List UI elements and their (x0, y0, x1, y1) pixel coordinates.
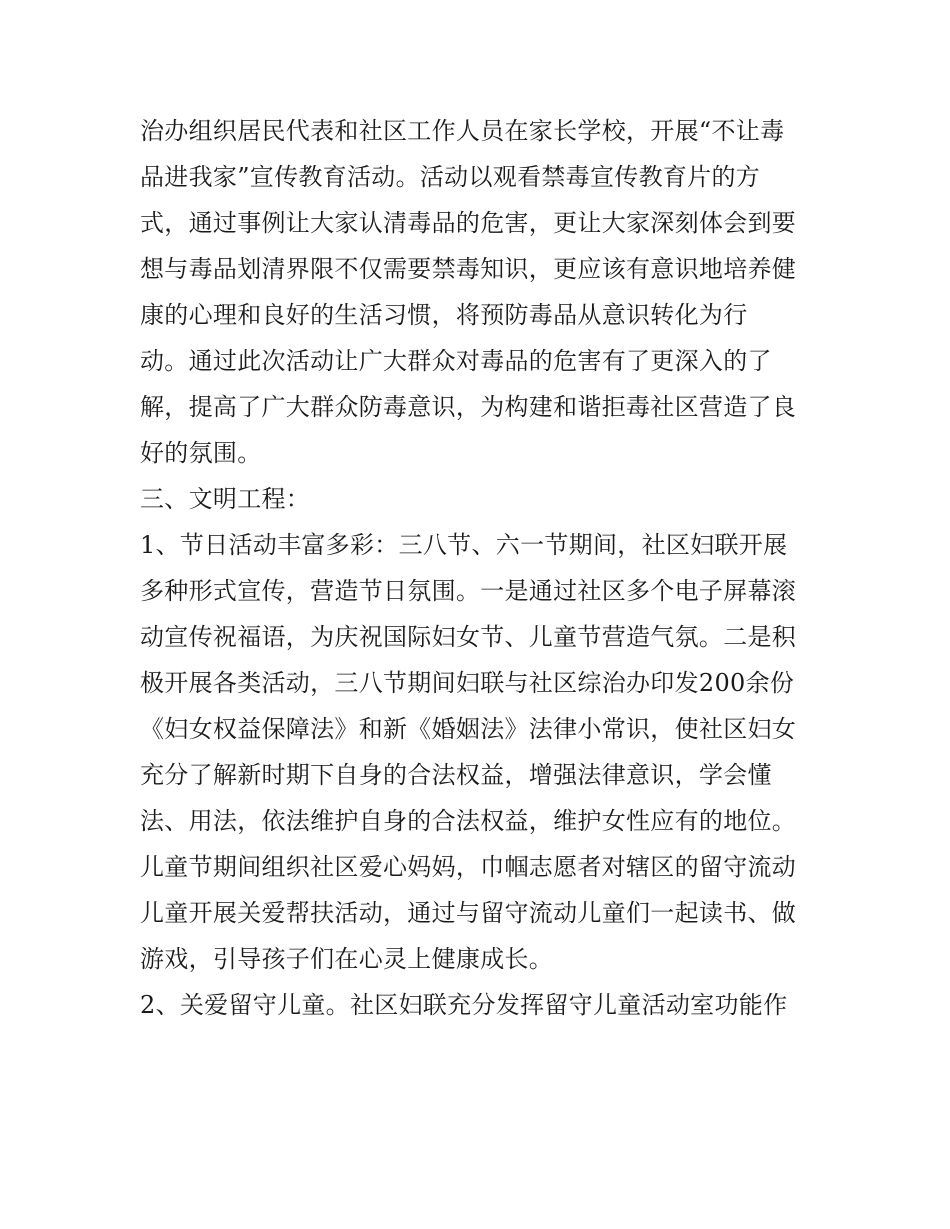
paragraph-line-5: 康的心理和良好的生活习惯，将预防毒品从意识转化为行 (140, 301, 748, 329)
paragraph-line-13: 极开展各类活动，三八节期间妇联与社区综治办印发200余份 (140, 669, 795, 697)
paragraph-line-18: 儿童开展关爱帮扶活动，通过与留守流动儿童们一起读书、做 (140, 899, 797, 927)
paragraph-line-19: 游戏，引导孩子们在心灵上健康成长。 (140, 945, 554, 973)
paragraph-line-6: 动。通过此次活动让广大群众对毒品的危害有了更深入的了 (140, 347, 772, 375)
paragraph-line-15: 充分了解新时期下自身的合法权益，增强法律意识，学会懂 (140, 761, 772, 789)
section-heading: 三、文明工程： (140, 485, 311, 513)
paragraph-line-3: 式，通过事例让大家认清毒品的危害，更让大家深刻体会到要 (140, 209, 797, 237)
document-body (140, 108, 830, 1028)
paragraph-line-2: 品进我家”宣传教育活动。活动以观看禁毒宣传教育片的方 (140, 163, 761, 191)
paragraph-line-11: 多种形式宣传，营造节日氛围。一是通过社区多个电子屏幕滚 (140, 577, 797, 605)
paragraph-line-16: 法、用法，依法维护自身的合法权益，维护女性应有的地位。 (140, 807, 797, 835)
paragraph-line-10: 1、节日活动丰富多彩：三八节、六一节期间，社区妇联开展 (140, 531, 788, 559)
paragraph-line-1: 治办组织居民代表和社区工作人员在家长学校，开展“不让毒 (140, 117, 785, 145)
paragraph-line-8: 好的氛围。 (140, 439, 262, 467)
paragraph-line-7: 解，提高了广大群众防毒意识，为构建和谐拒毒社区营造了良 (140, 393, 797, 421)
paragraph-line-12: 动宣传祝福语，为庆祝国际妇女节、儿童节营造气氛。二是积 (140, 623, 797, 651)
paragraph-line-20: 2、关爱留守儿童。社区妇联充分发挥留守儿童活动室功能作 (140, 991, 788, 1019)
paragraph-line-17: 儿童节期间组织社区爱心妈妈，巾帼志愿者对辖区的留守流动 (140, 853, 797, 881)
paragraph-line-14: 《妇女权益保障法》和新《婚姻法》法律小常识，使社区妇女 (140, 715, 797, 743)
paragraph-line-4: 想与毒品划清界限不仅需要禁毒知识，更应该有意识地培养健 (140, 255, 797, 283)
